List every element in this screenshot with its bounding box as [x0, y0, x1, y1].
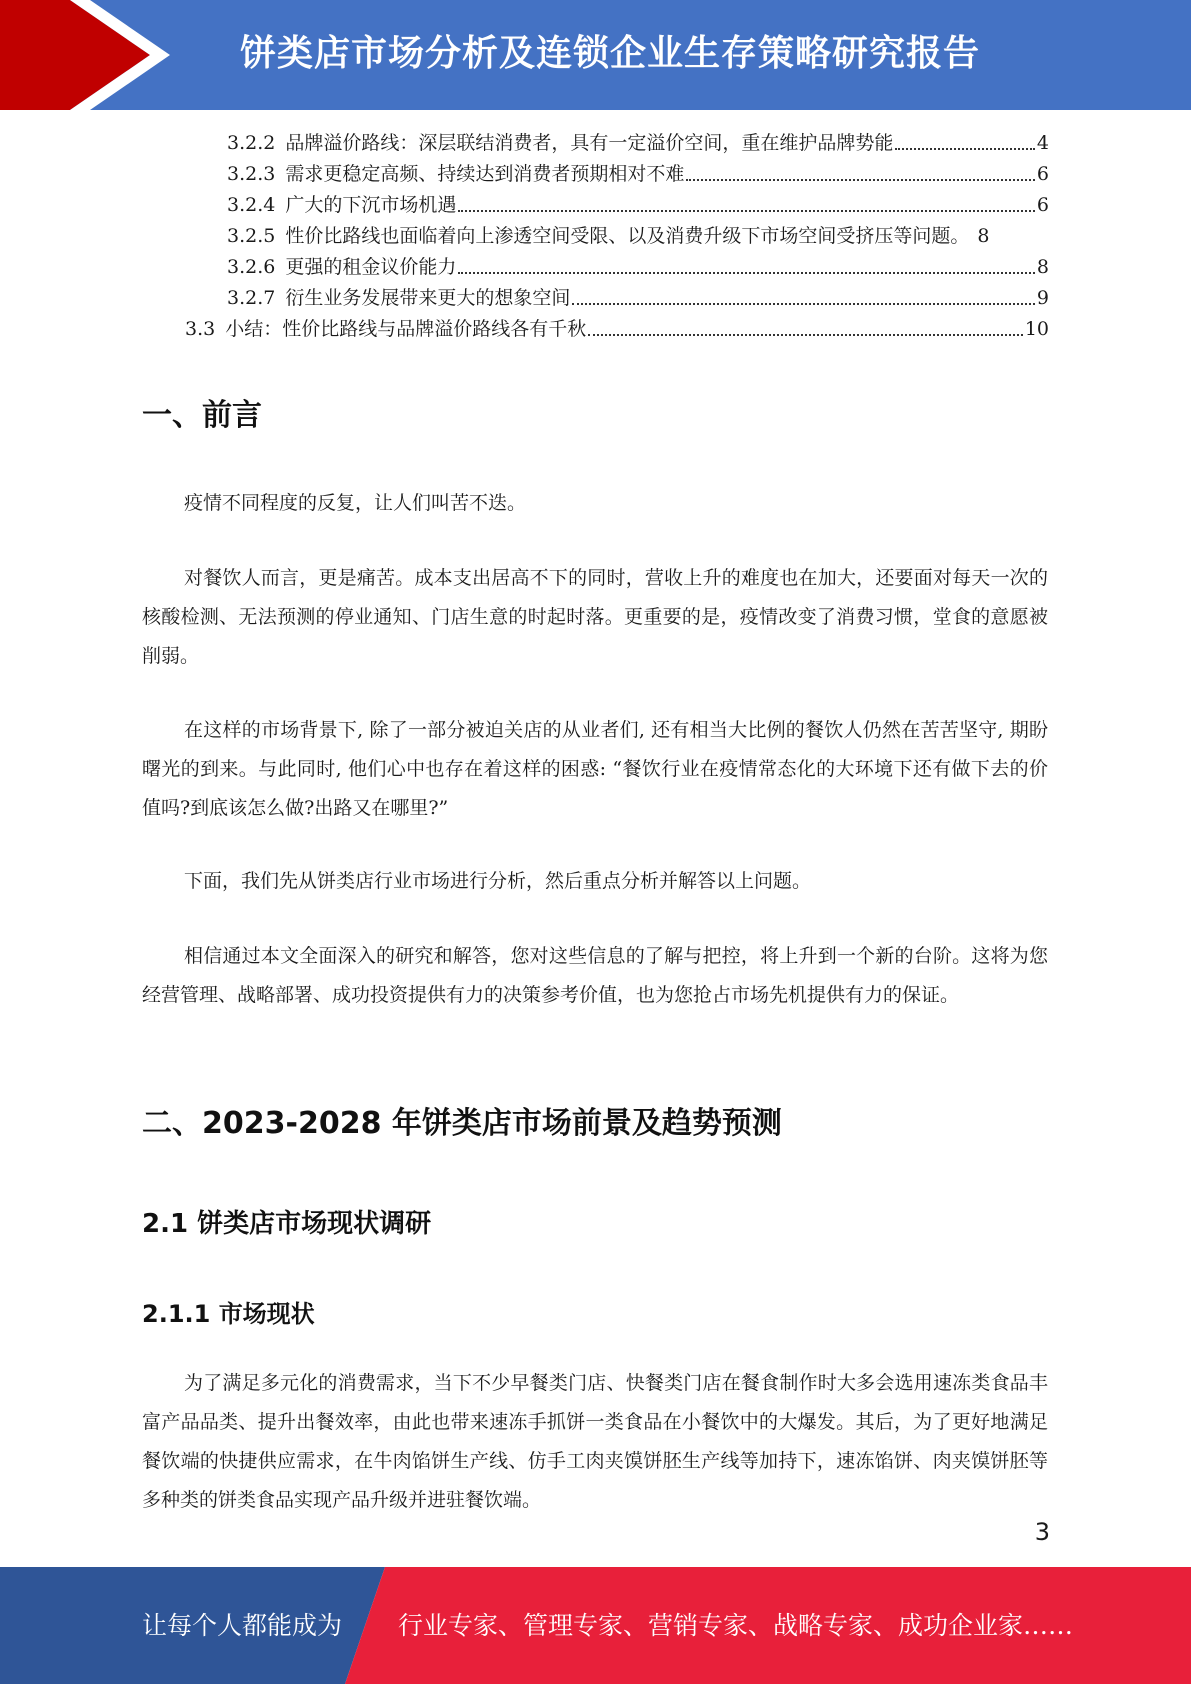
toc-number: 3.2.7 — [227, 287, 276, 309]
body-paragraph: 相信通过本文全面深入的研究和解答，您对这些信息的了解与把控，将上升到一个新的台阶。这将为您经营管理、战略部署、成功投资提供有力的决策参考价值，也为您抢占市场先机提供有力的保证。 — [142, 945, 1048, 1006]
toc-text: 品牌溢价路线：深层联结消费者，具有一定溢价空间，重在维护品牌势能 — [285, 132, 894, 154]
toc-page: 10 — [1024, 318, 1049, 340]
toc-text: 广大的下沉市场机遇 — [285, 194, 457, 216]
toc-leader — [686, 179, 1035, 181]
footer-slogan-left: 让每个人都能成为 — [142, 1611, 343, 1640]
toc-leader — [458, 210, 1035, 212]
body-paragraph: 下面，我们先从饼类店行业市场进行分析，然后重点分析并解答以上问题。 — [184, 870, 812, 892]
toc-text: 衍生业务发展带来更大的想象空间 — [285, 287, 571, 309]
toc-entry[interactable] — [227, 252, 1049, 282]
toc-page: 6 — [1036, 163, 1049, 185]
subsubsection-heading: 2.1.1 市场现状 — [142, 1300, 315, 1328]
toc-entry[interactable] — [227, 190, 1049, 220]
toc-number: 3.2.5 — [227, 225, 276, 247]
toc-text: 更强的租金议价能力 — [285, 256, 457, 278]
report-title: 饼类店市场分析及连锁企业生存策略研究报告 — [239, 33, 980, 74]
toc-entry[interactable] — [227, 221, 1049, 251]
toc-number: 3.2.4 — [227, 194, 276, 216]
toc-page: 8 — [977, 225, 990, 247]
toc-page: 6 — [1036, 194, 1049, 216]
body-paragraph: 为了满足多元化的消费需求，当下不少早餐类门店、快餐类门店在餐食制作时大多会选用速冻类食品丰富产品品类、提升出餐效率，由此也带来速冻手抓饼一类食品在小餐饮中的大爆发。其后，为了更好地满足餐饮端的快捷供应需求，在牛肉馅饼生产线、仿手工肉夹馍饼胚生产线等加持下，速冻馅饼、肉夹馍饼胚等多种类的饼类食品实现产品升级并进驻餐饮端。 — [142, 1372, 1048, 1511]
footer-slogan-right: 行业专家、管理专家、营销专家、战略专家、成功企业家…… — [398, 1611, 1074, 1640]
toc-number: 3.2.6 — [227, 256, 276, 278]
page-number: 3 — [1034, 1518, 1050, 1546]
body-paragraph: 疫情不同程度的反复，让人们叫苦不迭。 — [184, 492, 527, 514]
body-paragraph: 在这样的市场背景下, 除了一部分被迫关店的从业者们, 还有相当大比例的餐饮人仍然在苦苦坚守, 期盼曙光的到来。与此同时, 他们心中也存在着这样的困惑: “餐饮行业在疫情常态化的大环境下还有做下去的价值吗?到底该怎么做?出路又在哪里?” — [142, 719, 1048, 819]
toc-entry[interactable] — [227, 159, 1049, 189]
toc-number: 3.3 — [185, 318, 216, 340]
subsection-heading: 2.1 饼类店市场现状调研 — [142, 1209, 432, 1239]
section-heading-forecast: 二、2023-2028 年饼类店市场前景及趋势预测 — [142, 1106, 782, 1141]
footer-banner — [0, 1567, 1191, 1684]
body-paragraph: 对餐饮人而言，更是痛苦。成本支出居高不下的同时，营收上升的难度也在加大，还要面对每天一次的核酸检测、无法预测的停业通知、门店生意的时起时落。更重要的是，疫情改变了消费习惯，堂食的意愿被削弱。 — [142, 567, 1048, 667]
section-heading-preface: 一、前言 — [142, 398, 262, 433]
toc-entry[interactable] — [227, 283, 1049, 313]
toc-number: 3.2.2 — [227, 132, 276, 154]
toc-entry[interactable] — [227, 128, 1049, 158]
toc-page: 9 — [1036, 287, 1049, 309]
toc-leader — [572, 303, 1035, 305]
toc-leader — [895, 148, 1035, 150]
toc-entry[interactable] — [185, 314, 1049, 344]
toc-page: 4 — [1036, 132, 1049, 154]
toc-text: 小结：性价比路线与品牌溢价路线各有千秋 — [225, 318, 587, 340]
toc-leader — [588, 334, 1023, 336]
toc-text: 需求更稳定高频、持续达到消费者预期相对不难 — [285, 163, 685, 185]
toc-page: 8 — [1036, 256, 1049, 278]
toc-number: 3.2.3 — [227, 163, 276, 185]
toc-leader — [458, 272, 1035, 274]
toc-text: 性价比路线也面临着向上渗透空间受限、以及消费升级下市场空间受挤压等问题。 — [285, 225, 970, 247]
header-banner — [0, 0, 1191, 110]
